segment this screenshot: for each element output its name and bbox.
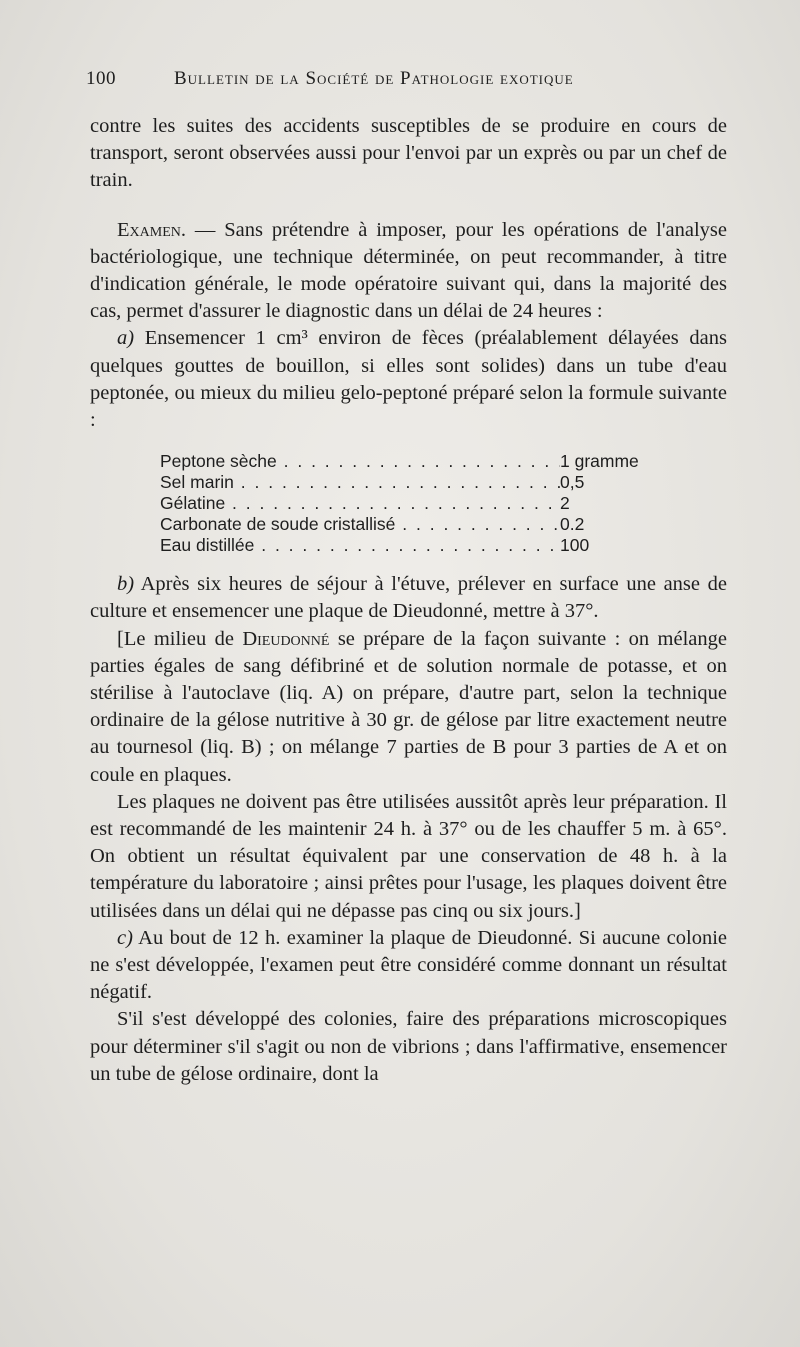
paragraph-step-b	[90, 571, 727, 625]
ingredient-name: Eau distillée . . .	[160, 535, 560, 556]
paragraph-dieudonne-medium	[90, 626, 727, 789]
medium-text-start: [Le milieu de	[117, 627, 243, 650]
page-number: 100	[86, 68, 116, 89]
step-b-label: b)	[117, 573, 135, 596]
ingredient-quantity: 2	[560, 493, 570, 514]
recipe-row	[160, 493, 680, 514]
examen-label: Examen.	[117, 218, 186, 241]
step-a-label: a)	[117, 327, 135, 350]
body-text	[90, 113, 727, 1088]
dieudonne-name: Dieudonné	[242, 627, 330, 650]
ingredient-quantity: 1 gramme	[560, 451, 639, 472]
examen-text: — Sans prétendre à imposer, pour les opérations de l'analyse bactériologique, une technique déterminée, on peut recommander, à titre d'indication générale, le mode opératoire suivant qui, dans la majorité des cas, permet d'assurer le diagnostic dans un délai de 24 heures :	[90, 218, 727, 323]
step-c-text: Au bout de 12 h. examiner la plaque de Dieudonné. Si aucune colonie ne s'est développée, l'examen peut être considéré comme donnant un résultat négatif.	[90, 926, 727, 1004]
paragraph-step-c	[90, 925, 727, 1007]
paragraph-plates: Les plaques ne doivent pas être utilisées aussitôt après leur préparation. Il est recommandé de les maintenir 24 h. à 37° ou de les chauffer 5 m. à 65°. On obtient un résultat équivalent par une conservation de 48 h. à la température du laboratoire ; ainsi prêtes pour l'usage, les plaques doivent être utilisées dans un délai qui ne dépasse pas cinq ou six jours.]	[90, 790, 727, 922]
ingredient-quantity: 0,5	[560, 472, 585, 493]
ingredient-name: Sel marin . . .	[160, 472, 560, 493]
ingredient-quantity: 0.2	[560, 514, 585, 535]
step-a-text: Ensemencer 1 cm³ environ de fèces (préalablement délayées dans quelques gouttes de bouillon, si elles sont solides) dans un tube d'eau peptonée, ou mieux du milieu gelo-peptoné préparé selon la formule suivante :	[90, 327, 727, 432]
journal-title: Bulletin de la Société de Pathologie exotique	[174, 68, 574, 89]
running-header	[86, 68, 726, 94]
recipe-row	[160, 451, 680, 472]
recipe-row	[160, 472, 680, 493]
medium-text-rest: se prépare de la façon suivante : on mélange parties égales de sang défibriné et de solution normale de potasse, et on stérilise à l'autoclave (liq. A) on prépare, d'autre part, selon la technique ordinaire de la gélose nutritive à 30 gr. de gélose par litre exactement neutre au tournesol (liq. B) ; on mélange 7 parties de B pour 3 parties de A et on coule en plaques.	[90, 627, 727, 786]
paragraph-colonies: S'il s'est développé des colonies, faire des préparations microscopiques pour déterminer s'il s'agit ou non de vibrions ; dans l'affirmative, ensemencer un tube de gélose ordinaire, dont la	[90, 1008, 727, 1085]
paragraph-transport: contre les suites des accidents susceptibles de se produire en cours de transport, seront observées aussi pour l'envoi par un exprès ou par un chef de train.	[90, 115, 727, 192]
paragraph-step-a	[90, 325, 727, 434]
recipe-table	[160, 451, 680, 556]
recipe-row	[160, 535, 680, 556]
recipe-row	[160, 514, 680, 535]
step-c-label: c)	[117, 926, 133, 949]
ingredient-name: Gélatine . . .	[160, 493, 560, 514]
ingredient-name: Carbonate de soude cristallisé . . .	[160, 514, 560, 535]
ingredient-quantity: 100	[560, 535, 590, 556]
paragraph-examen	[90, 217, 727, 326]
step-b-text: Après six heures de séjour à l'étuve, prélever en surface une anse de culture et ensemencer une plaque de Dieudonné, mettre à 37°.	[90, 573, 727, 623]
ingredient-name: Peptone sèche . . .	[160, 451, 560, 472]
